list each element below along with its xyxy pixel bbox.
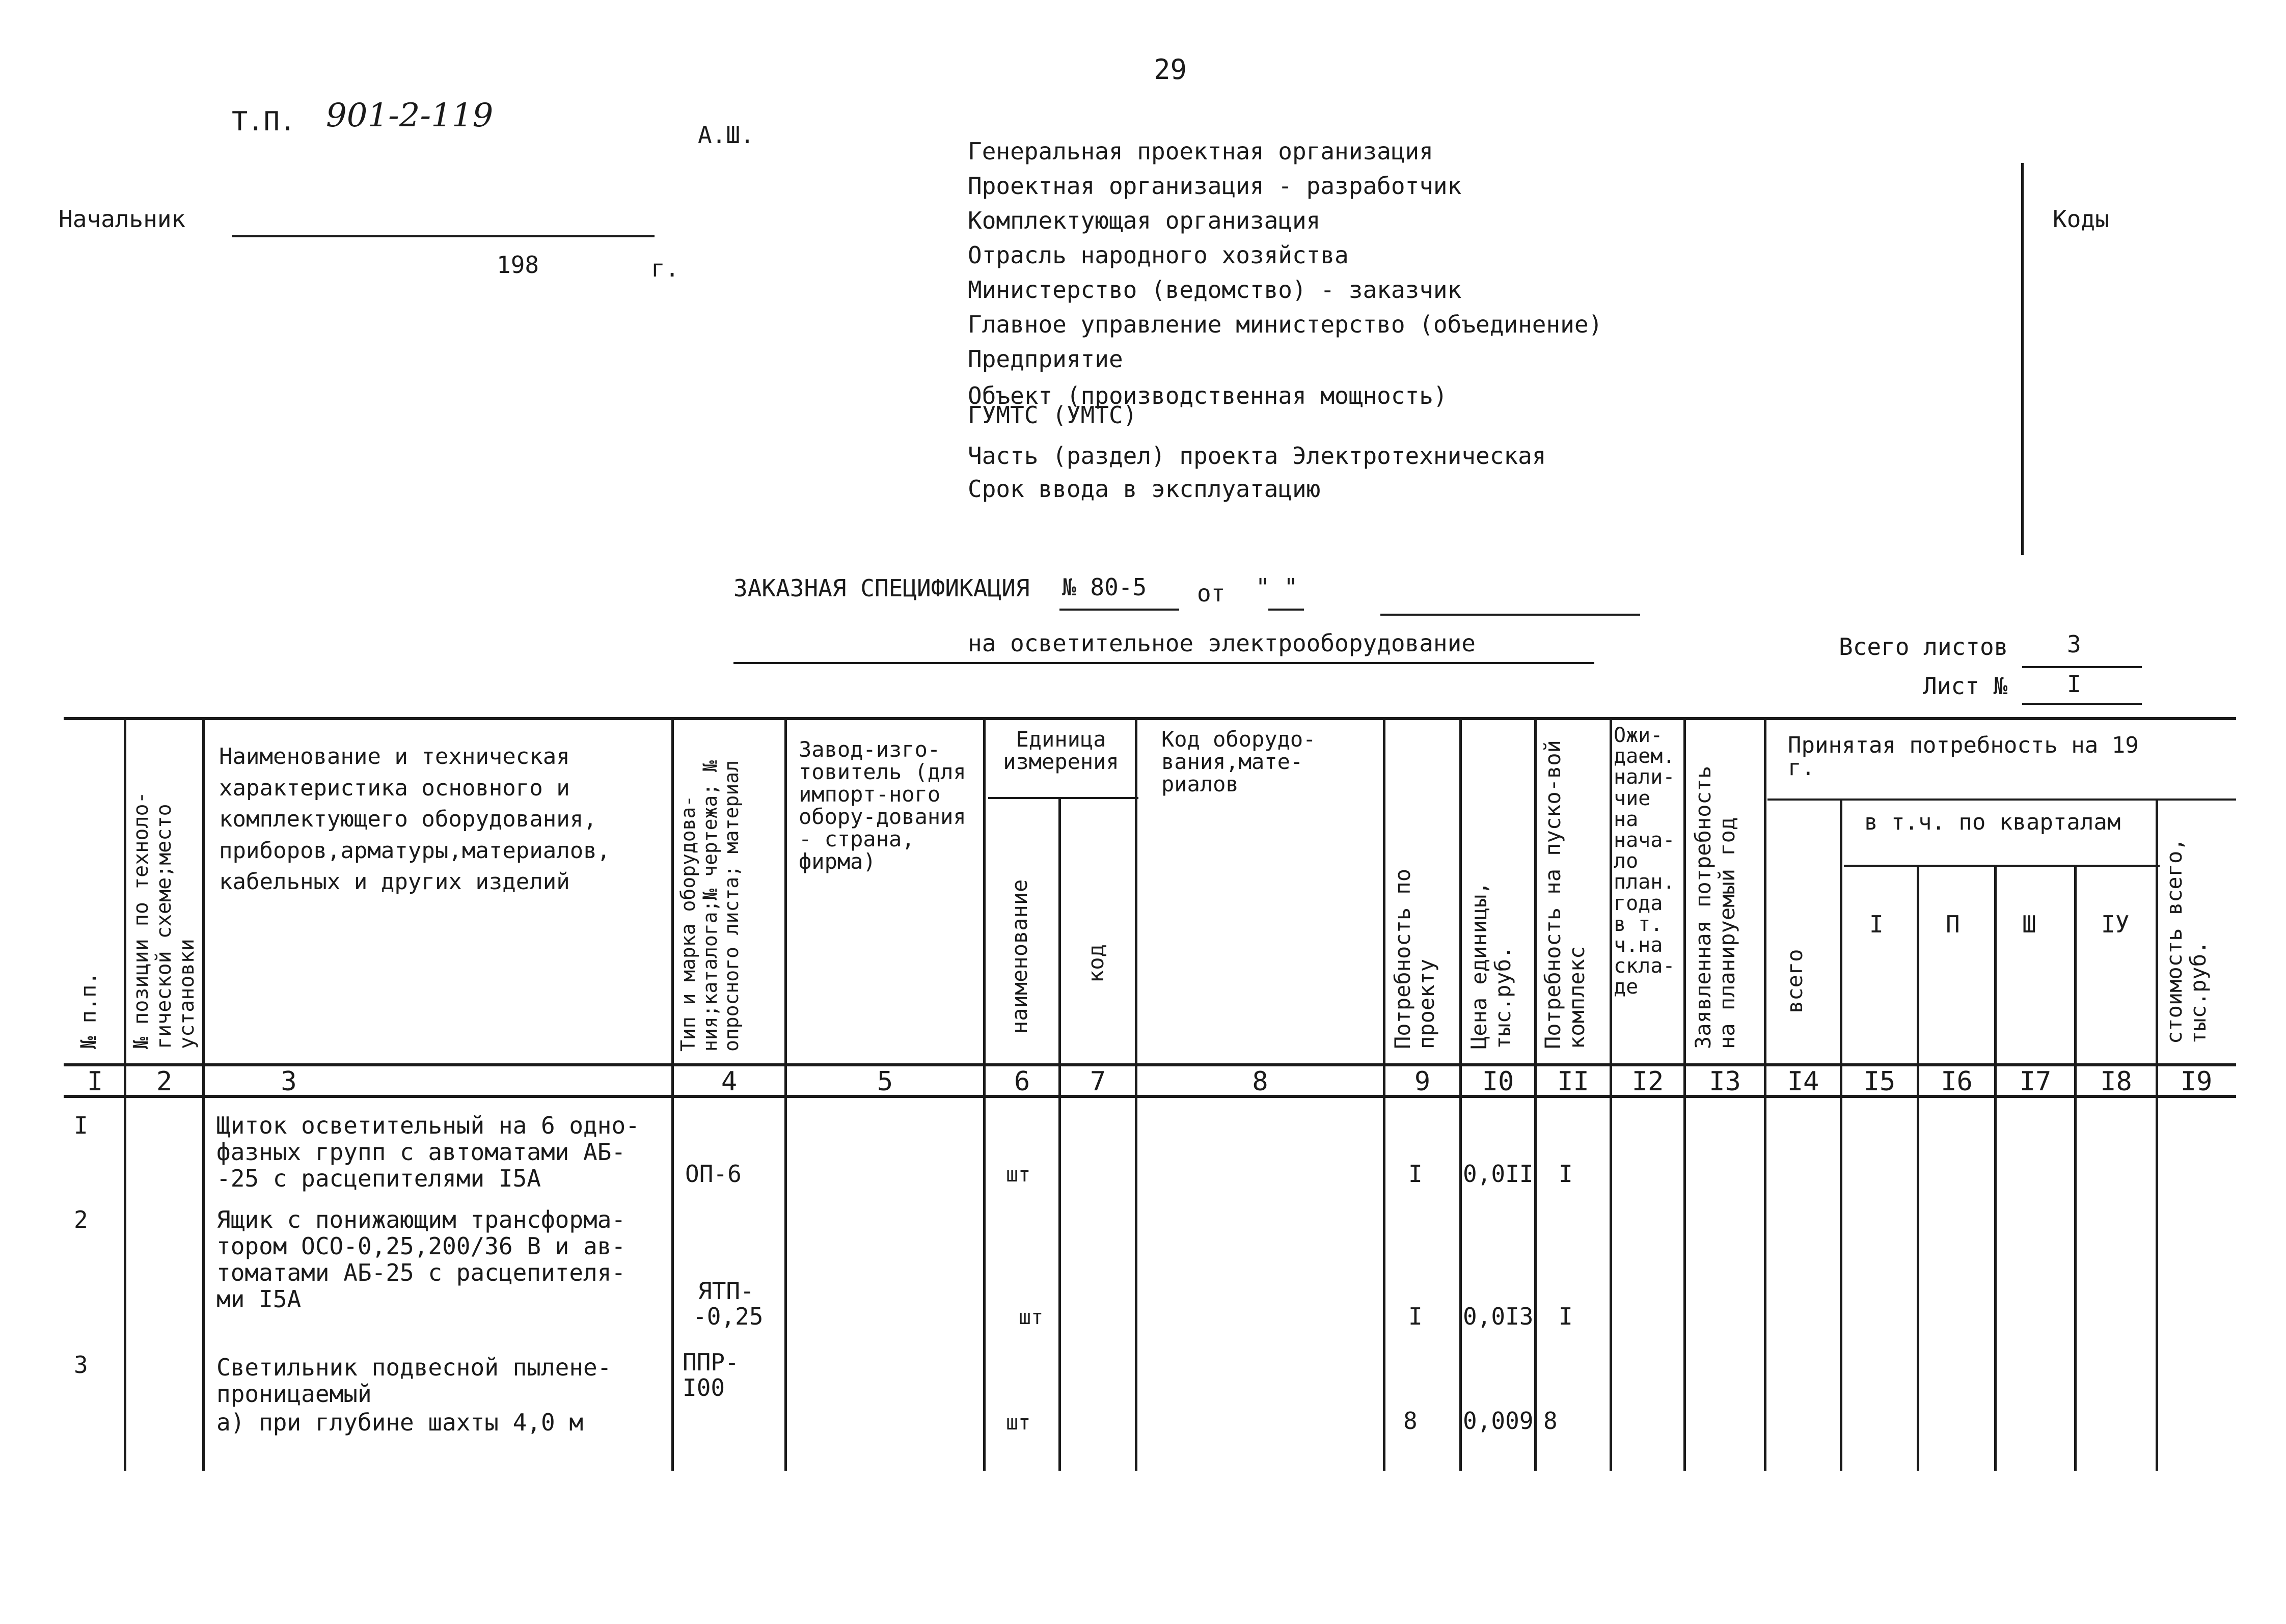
col-number: 4 [721,1066,738,1097]
chief-label: Начальник [59,205,186,233]
row-price: 0,009 [1463,1407,1534,1435]
col-line [1917,865,1919,1471]
tp-label: Т.П. [232,106,296,137]
sheet-label: Лист № [1923,672,2008,700]
spec-title: ЗАКАЗНАЯ СПЕЦИФИКАЦИЯ [733,574,1030,602]
page-number: 29 [1154,53,1187,86]
row-name-line: проницаемый [216,1380,372,1408]
spec-number: № 80-5 [1062,573,1147,601]
header-col-11: Потребность на пуско-вой комплекс [1540,740,1590,1049]
col-number: 6 [1014,1066,1030,1097]
org-line: Главное управление министерство (объединение) [968,311,1603,338]
row-qty: I [1408,1160,1423,1188]
year-line: 198 [497,251,539,279]
header-col-6: наименование [1007,879,1032,1034]
col-number: I0 [1482,1066,1514,1097]
spec-from: от [1197,580,1226,607]
header-col-10: Цена единицы, тыс.руб. [1466,882,1516,1049]
row-name-line: томатами АБ-25 с расцепителя- [216,1259,626,1286]
header-col-3: Наименование и техническая характеристика основного и комплектующего оборудования, приборов,арматуры,материалов, кабельных и других изделий [219,744,611,895]
col-number: 2 [156,1066,173,1097]
row-price: 0,0II [1463,1160,1534,1188]
col-number: I6 [1941,1066,1973,1097]
spec-date-quotes: " " [1256,573,1298,601]
row-type-line: I00 [683,1374,725,1401]
org-line: Срок ввода в эксплуатацию [968,475,1321,503]
col-number: I4 [1787,1066,1819,1097]
row-sub-name: а) при глубине шахты 4,0 м [216,1409,584,1436]
row-type: ОП-6 [685,1160,742,1188]
spec-subject-underline [733,662,1594,664]
col-number: II [1557,1066,1589,1097]
chief-signature-line [232,235,655,237]
col-number: I3 [1709,1066,1741,1097]
row-unit: шт [1006,1163,1031,1187]
header-col-9: Потребность по проекту [1390,868,1439,1049]
sheets-total-label: Всего листов [1839,633,2008,660]
sheet-number-underline [2022,703,2142,705]
header-col-12: Ожи-даем. нали-чие на нача-ло план. года в т. ч.на скла-де [1614,724,1675,999]
col-line [2074,865,2077,1471]
header-col-4: Тип и марка оборудова-ния;каталога;№ чертежа; № опросного листа; материал [677,760,743,1052]
year-suffix: г. [651,255,679,282]
org-line: Проектная организация - разработчик [968,172,1462,200]
header-col-15: I [1869,911,1884,938]
col-number: I9 [2180,1066,2213,1097]
row-price: 0,0I3 [1463,1303,1534,1330]
header-col-5: Завод-изго-товитель (для импорт-ного обору-дования - страна, фирма) [799,737,966,874]
row-launch: I [1559,1160,1573,1188]
sheets-total-underline [2022,666,2142,668]
header-col-18: IУ [2101,911,2130,938]
row-number: 2 [74,1206,88,1233]
approval-label: А.Ш. [698,121,754,149]
col-number: I2 [1631,1066,1664,1097]
row-launch: 8 [1543,1407,1558,1435]
col-line [1994,865,1997,1471]
spec-subject: на осветительное электрооборудование [968,629,1476,657]
org-line: Предприятие [968,345,1123,373]
spec-date-line [1380,614,1640,616]
header-col-7: код [1083,944,1108,983]
header-col-19: стоимость всего, тыс.руб. [2162,838,2211,1044]
row-name-line: Светильник подвесной пылене- [216,1354,612,1381]
col-number: 8 [1252,1066,1268,1097]
org-line: Часть (раздел) проекта Электротехническая [968,442,1546,470]
org-line: ГУМТС (УМТС) [968,401,1137,429]
row-name-line: -25 с расцепителями I5А [216,1165,541,1192]
header-col-1: № п.п. [76,972,101,1049]
unit-subheader-line [988,797,1138,799]
col-number: I7 [2019,1066,2052,1097]
row-qty: 8 [1403,1407,1418,1435]
header-quarters: в т.ч. по кварталам [1864,809,2121,835]
sheet-number: I [2067,670,2081,698]
tp-number: 901-2-119 [326,97,494,134]
header-col-13: Заявленная потребность на планируемый год [1691,765,1740,1049]
header-col-8: Код оборудо-вания,мате-риалов [1161,727,1316,797]
table-top-border [64,717,2236,720]
org-line: Министерство (ведомство) - заказчик [968,276,1462,304]
col-number: 9 [1414,1066,1431,1097]
header-col-14: всего [1782,949,1807,1013]
row-number: 3 [74,1351,88,1379]
sheets-total: 3 [2067,630,2081,658]
org-line: Генеральная проектная организация [968,137,1433,165]
header-col-6-7: Единица измерения [1003,727,1119,775]
row-launch: I [1559,1303,1573,1330]
row-unit: шт [1019,1306,1044,1329]
col-number: I8 [2100,1066,2132,1097]
row-number: I [74,1112,88,1139]
org-line: Комплектующая организация [968,207,1321,234]
row-qty: I [1408,1303,1423,1330]
col-number: 7 [1090,1066,1106,1097]
header-accepted: Принятая потребность на 19 г. [1788,732,2139,781]
col-number: 5 [877,1066,893,1097]
row-name-line: ми I5А [216,1285,302,1313]
spec-number-underline [1059,609,1179,611]
col-number: 3 [281,1066,297,1097]
codes-divider [2021,163,2024,555]
col-line [1058,797,1061,1471]
spec-date-day-line [1268,609,1304,611]
col-number: I5 [1863,1066,1896,1097]
org-line: Отрасль народного хозяйства [968,241,1349,269]
col-line [1840,799,1842,1471]
col-line [2156,799,2158,1471]
header-col-17: Ш [2022,911,2036,938]
org-line: Объект (производственная мощность) [968,382,1448,409]
row-name-line: фазных групп с автоматами АБ- [216,1138,626,1166]
row-name-line: Щиток осветительный на 6 одно- [216,1112,640,1139]
codes-label: Коды [2053,205,2109,233]
row-name-line: тором ОСО-0,25,200/36 В и ав- [216,1232,626,1260]
row-type-line: ППР- [683,1348,739,1376]
row-unit: шт [1006,1411,1031,1435]
row-name-line: Ящик с понижающим трансформа- [216,1206,626,1233]
row-type-line: -0,25 [693,1303,764,1330]
header-col-2: № позиции по техноло-гической схеме;место установки [129,791,199,1049]
col-number: I [87,1066,103,1097]
header-col-16: П [1946,911,1960,938]
quarter-subheader-line [1844,865,2160,867]
row-type-line: ЯТП- [698,1277,754,1305]
